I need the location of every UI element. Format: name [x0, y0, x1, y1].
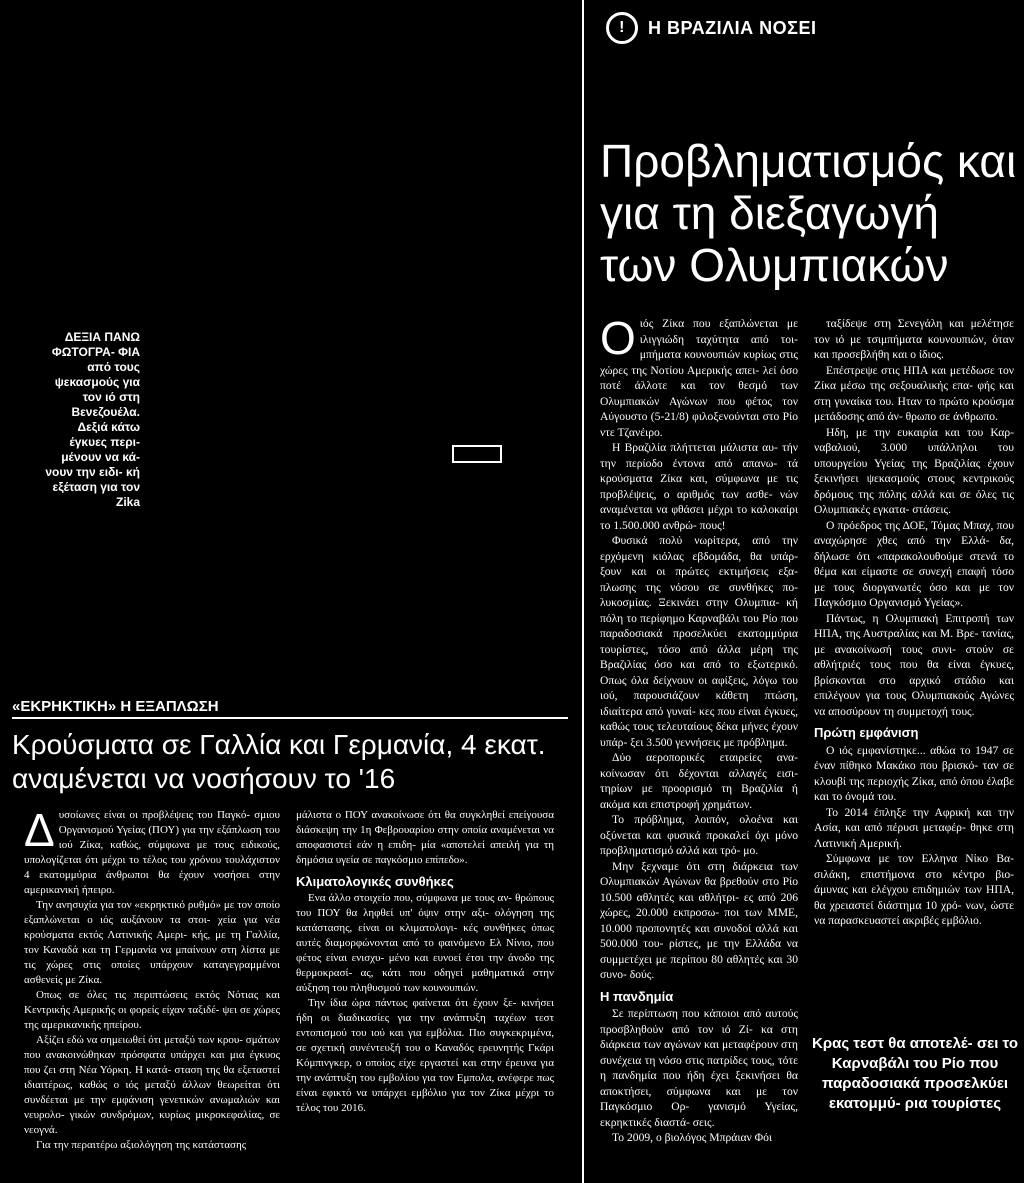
- column-divider: [582, 0, 584, 1183]
- paragraph: Αξίζει εδώ να σημειωθεί ότι μεταξύ των κρου- σμάτων που ανακοινώθηκαν πρόσφατα υπάρχει και μια έγκυος που ζει στη Νέα Υόρκη. Η κατά- σταση της θα εξεταστεί ιδιαιτέρως, καθώς ο ιός μεταξύ άλλων θεωρείται ότι συνδέεται με την εμφάνιση γενετικών ανωμαλιών και νευρολο- γικών συνδρόμων, κυρίως μικροκεφαλίας, σε νεογνά.: [24, 1034, 280, 1136]
- left-dropcap: Δ: [24, 804, 55, 856]
- right-headline: Προβληματισμός και για τη διεξαγωγή των Ολυμπιακών: [600, 135, 1017, 291]
- paragraph: Φυσικά πολύ νωρίτερα, από την ερχόμενη κιόλας εβδομάδα, θα υπάρ- ξουν και οι πρώτες εκτιμήσεις εξα- πλωσης της νόσου σε συνθήκες πο- λυκοσμίας. Ξεκινάει στην Ολυμπια- κή πόλη το περίφημο Καρναβάλι του Ρίο που παραδοσιακά προσελκύει εκατομμύρια τουρίστες, τόσο από άλλα μέρη της Βραζιλίας όσο και από το εξωτερικό. Οπως όλα δείχνουν οι αφίξεις, λόγω του ιού, παρουσιάζουν κάθετη πτώση, ιδιαίτερα από γυναί- κες που είναι έγκυες, καθώς τους τελευταίους δέκα μήνες έχουν υπάρ- ξει 3.500 γεννήσεις με πρόβλημα.: [600, 534, 798, 749]
- paragraph: Ηδη, με την ευκαιρία και του Καρ- ναβαλιού, 3.000 υπάλληλοι του υπουργείου Υγείας της Βραζιλίας έχουν ξεκινήσει ψεκασμούς στους κεντρικούς δρόμους της πόλης αλλά και σε όλες τις Ολυμπιακές εγκατα- στάσεις.: [814, 425, 1014, 516]
- right-kicker: [606, 10, 816, 46]
- paragraph: Το πρόβλημα, λοιπόν, ολοένα και οξύνεται και φυσικά προκαλεί όχι μόνο προβληματισμό αλλά και τρό- μο.: [600, 813, 798, 857]
- paragraph: Σε περίπτωση που κάποιοι από αυτούς προσβληθούν από τον ιό Ζί- κα στη διάρκεια των αγώνων και μεταφέρουν στη συνέχεια τη νόσο στις πατρίδες τους, τότε η πανδημία που ήδη έχει ξεκινήσει θα αποκτήσει, σύμφωνα και με τον Παγκόσμιο Ορ- γανισμό Υγείας, εκρηκτικές διαστά- σεις.: [600, 1007, 798, 1129]
- right-article-col1: [600, 312, 798, 1146]
- paragraph: Για την περαιτέρω αξιολόγηση της κατάστασης: [36, 1139, 247, 1151]
- paragraph: Την ίδια ώρα πάντως φαίνεται ότι έχουν ξε- κινήσει ήδη οι διαδικασίες για την ανάπτυξη ταχέων τεστ εντοπισμού του ιού και για εμβόλια. Πιο συγκεκριμένα, σε σχετική συνέντευξή του ο Καναδός ερευνητής Γκάρι Κόμπινγκερ, ο οποίος είχε εργαστεί και στην έρευνα για την ανάπτυξη του εμβολίου για τον Εμπολα, ανέφερε πως είναι εφικτό να υπάρχει εμβόλιο για τον Ζίκα μέχρι το τέλος του 2016.: [296, 997, 554, 1114]
- paragraph: Την ανησυχία για τον «εκρηκτικό ρυθμό» με τον οποίο εξαπλώνεται ο ιός αυξάνουν τα στοι- χεία για νέα κρούσματα εκτός Λατινικής Αμερι- κής, με τη Γαλλία, τον Καναδά και τη Γερμανία να μπαίνουν στη λίστα με τις χώρες στις οποίες υπάρχουν καταγεγραμμένοι ασθενείς με Ζίκα.: [24, 899, 280, 986]
- paragraph: υσοίωνες είναι οι προβλέψεις του Παγκό- σμιου Οργανισμού Υγείας (ΠΟΥ) για την εξάπλωση του ιού Ζίκα, καθώς, σύμφωνα με τους ειδικούς, υπολογίζεται ότι μέχρι το τέλος του χρόνου τουλάχιστον 4 εκατομμύρια άνθρωποι θα έχουν νοσήσει στην αμερικανική ήπειρο.: [24, 809, 280, 896]
- photo-caption: ΔΕΞΙΑ ΠΑΝΩ ΦΩΤΟΓΡΑ- ΦΙΑ από τους ψεκασμούς για τον ιό στη Βενεζουέλα. Δεξιά κάτω έγκυες περι- μένουν να κά- νουν την ειδι- κή εξέταση για τον Zika: [45, 330, 140, 509]
- left-kicker: «ΕΚΡΗΚΤΙΚΗ» Η ΕΞΑΠΛΩΣΗ: [12, 698, 568, 719]
- paragraph: Η Βραζιλία πλήττεται μάλιστα αυ- τήν την περίοδο έντονα από απανω- τά κρούσματα Ζίκα και, σύμφωνα με τις προβλέψεις, ο αριθμός των ασθε- νών αναμένεται να φθάσει μέχρι το καλοκαίρι το 1.500.000 ανθρώ- πους!: [600, 441, 798, 532]
- photo-sign-shape: [452, 445, 502, 463]
- left-article-col1: [24, 804, 280, 1153]
- pull-quote: Κρας τεστ θα αποτελέ- σει το Καρναβάλι του Ρίο που παραδοσιακά προσελκύει εκατομμύ- ρια τουρίστες: [811, 1035, 1018, 1112]
- photo: [0, 0, 580, 700]
- paragraph: Σύμφωνα με τον Ελληνα Νίκο Βα- σιλάκη, επιστήμονα στο κέντρο βιο- άμυνας και ελέγχου επιδημιών των ΗΠΑ, θα χρειαστεί διάστημα 10 χρό- νων, ώστε να παρασκευαστεί ακριβές εμβόλιο.: [814, 852, 1014, 927]
- paragraph: μάλιστα ο ΠΟΥ ανακοίνωσε ότι θα συγκληθεί επείγουσα διάσκεψη την 1η Φεβρουαρίου στην οποία αναμένεται να αποφασιστεί εάν η επιδη- μία «αποτελεί απειλή για τη δημόσια υγεία σε παγκόσμιο επίπεδο».: [296, 809, 554, 866]
- paragraph: Επέστρεψε στις ΗΠΑ και μετέδωσε τον Ζίκα μέσω της σεξουαλικής επα- φής και στη γυναίκα του. Ηταν το πρώτο κρούσμα μετάδοσης από άν- θρωπο σε άνθρωπο.: [814, 363, 1014, 423]
- left-headline: Κρούσματα σε Γαλλία και Γερμανία, 4 εκατ. αναμένεται να νοσήσουν το '16: [12, 729, 546, 794]
- paragraph: Το 2009, ο βιολόγος Μπράιαν Φόι: [612, 1131, 773, 1144]
- paragraph: Ο ιός εμφανίστηκε... αθώα το 1947 σε έναν πίθηκο Μακάκο που βρισκό- ταν σε κλουβί της περιοχής Ζίκα, από όπου έλαβε και το όνομά του.: [814, 743, 1014, 803]
- subheading: Πρώτη εμφάνιση: [814, 725, 919, 740]
- paragraph: Δύο αεροπορικές εταιρείες ανα- κοίνωσαν ότι δέχονται αλλαγές εισι- τηρίων με προορισμό τη Βραζιλία ή ακόμα και επιστροφή χρημάτων.: [600, 751, 798, 811]
- subheading: Η πανδημία: [600, 988, 674, 1004]
- paragraph: ιός Ζίκα που εξαπλώνεται με ιλιγγιώδη ταχύτητα από τοι- μπήματα κουνουπιών κυρίως στις χώρες της Νοτίου Αμερικής απει- λεί όσο ποτέ άλλοτε και τον θεσμό των Ολυμπιακών Αγώνων που φέτος τον Αύγουστο (5-21/8) φιλοξενούνται στο Ρίο ντε Τζανέιρο.: [600, 317, 798, 439]
- paragraph: Ενα άλλο στοιχείο που, σύμφωνα με τους αν- θρώπους του ΠΟΥ θα ληφθεί υπ' όψιν στην αξι- ολόγηση της κατάστασης, είναι οι κλιματολογι- κές συνθήκες όπως αυτές διαμορφώνονται από το φαινόμενο Ελ Νίνιο, που φέτος είναι ενισχυ- μένο και ευνοεί έτσι την άνοδο της θερμοκρασί- ας, κάτι που οδηγεί μαθηματικά στην αύξηση του πληθυσμού των κουνουπιών.: [296, 892, 554, 994]
- subheading: Κλιματολογικές συνθήκες: [296, 874, 454, 889]
- right-article-col2: [814, 316, 1014, 929]
- paragraph: Ο πρόεδρος της ΔΟΕ, Τόμας Μπαχ, που αναχώρησε χθες από την Ελλά- δα, δήλωσε ότι «παρακολουθούμε στενά το θέμα και είμαστε σε συνεχή επαφή τόσο με τους διοργανωτές όσο και με τον Παγκόσμιο Οργανισμό Υγείας».: [814, 518, 1014, 609]
- paragraph: Πάντως, η Ολυμπιακή Επιτροπή των ΗΠΑ, της Αυστραλίας και Μ. Βρε- τανίας, με ανακοίνωσή τους συνι- στούν σε αθλήτριές τους που θα είναι έγκυες, βρίσκονται στο αρχικό στάδιο και επιλέγουν για τους Ολυμπιακούς Αγώνες να αποσύρουν τη συμμετοχή τους.: [814, 611, 1014, 718]
- paragraph: Το 2014 έπληξε την Αφρική και την Ασία, και από πέρυσι μεταφέρ- θηκε στη Λατινική Αμερική.: [814, 805, 1014, 850]
- paragraph: Οπως σε όλες τις περιπτώσεις εκτός Νότιας και Κεντρικής Αμερικής οι φορείς είχαν ταξιδέ- ψει σε χώρες της αμερικανικής ηπείρου.: [24, 989, 280, 1031]
- right-dropcap: Ο: [600, 312, 636, 364]
- paragraph: ταξίδεψε στη Σενεγάλη και μελέτησε τον ιό με τσιμπήματα κουνουπιών, όταν και προσεβλήθη και ο ίδιος.: [814, 317, 1014, 361]
- paragraph: Μην ξεχναμε ότι στη διάρκεια των Ολυμπιακών Αγώνων θα βρεθούν στο Ρίο 10.500 αθλητές και αθλήτρι- ες από 206 χώρες, 20.000 εκπροσω- ποι των ΜΜΕ, 10.000 προπονητές και συνοδοί αλλά και 500.000 του- ρίστες, με την Ελλάδα να συμμετέχει με περίπου 80 αθλητές και 30 συνο- δούς.: [600, 859, 798, 981]
- section-logo-icon: !: [606, 12, 638, 44]
- left-article-col2: [296, 808, 554, 1116]
- right-kicker-text: Η ΒΡΑΖΙΛΙΑ ΝΟΣΕΙ: [648, 17, 817, 38]
